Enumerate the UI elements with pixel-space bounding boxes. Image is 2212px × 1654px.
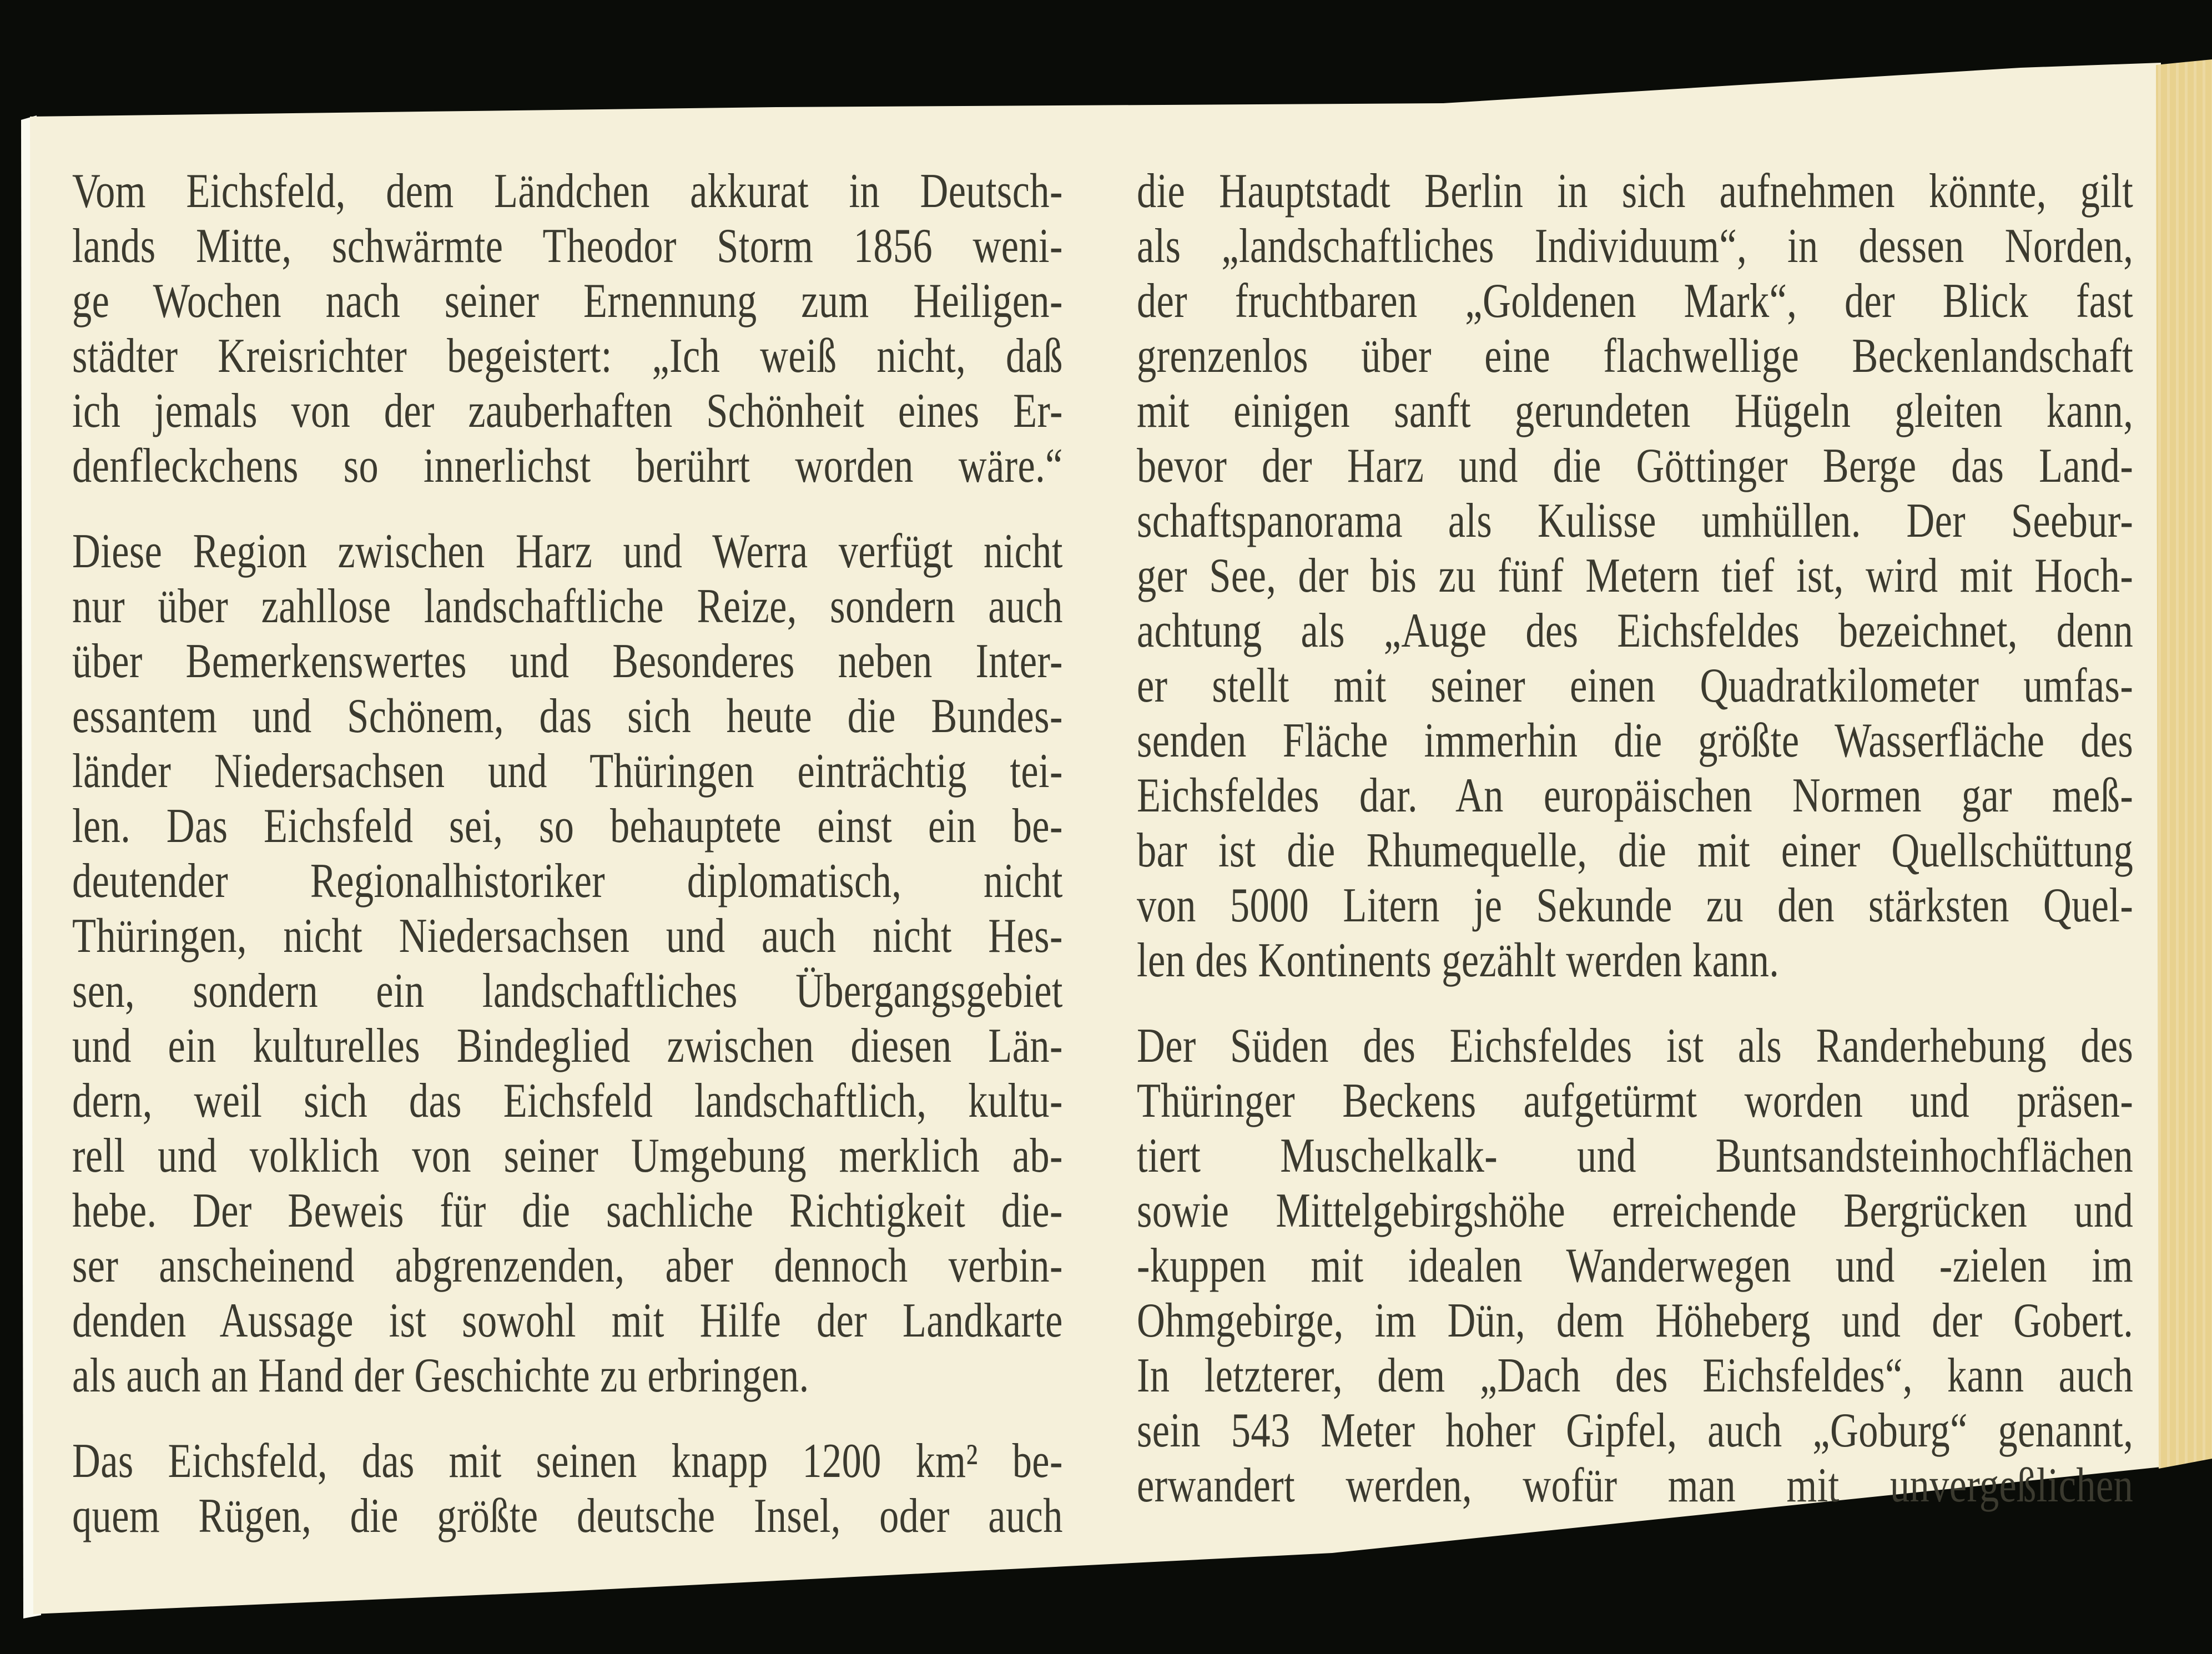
text-line: len. Das Eichsfeld sei, so behauptete einst ein be- <box>72 799 1063 853</box>
text-line: Ohmgebirge, im Dün, dem Höheberg und der Gobert. <box>1137 1294 2134 1348</box>
text-column-right <box>1137 164 2133 1513</box>
text-line: Der Süden des Eichsfeldes ist als Randerhebung des <box>1137 1019 2134 1073</box>
text-line: dern, weil sich das Eichsfeld landschaftlich, kultu- <box>72 1074 1063 1128</box>
text-line: die Hauptstadt Berlin in sich aufnehmen könnte, gilt <box>1137 164 2134 218</box>
text-line: Eichsfeldes dar. An europäischen Normen gar meß- <box>1137 769 2134 823</box>
text-line: Das Eichsfeld, das mit seinen knapp 1200 km² be- <box>72 1434 1063 1488</box>
text-line: len des Kontinents gezählt werden kann. <box>1137 934 1780 987</box>
text-line: städter Kreisrichter begeistert: „Ich weiß nicht, daß <box>72 329 1063 383</box>
text-line: bevor der Harz und die Göttinger Berge das Land- <box>1137 439 2134 493</box>
text-line: quem Rügen, die größte deutsche Insel, oder auch <box>72 1489 1063 1543</box>
text-line: als „landschaftliches Individuum“, in dessen Norden, <box>1137 219 2134 273</box>
paragraph <box>1137 164 2133 988</box>
text-line: ger See, der bis zu fünf Metern tief ist, wird mit Hoch- <box>1137 549 2134 603</box>
text-line: ge Wochen nach seiner Ernennung zum Heiligen- <box>72 274 1063 328</box>
text-line: hebe. Der Beweis für die sachliche Richtigkeit die- <box>72 1184 1063 1238</box>
text-line: schaftspanorama als Kulisse umhüllen. Der Seebur- <box>1137 494 2134 548</box>
text-line: Thüringer Beckens aufgetürmt worden und präsen- <box>1137 1074 2134 1128</box>
paragraph <box>72 524 1063 1403</box>
text-line: nur über zahllose landschaftliche Reize, sondern auch <box>72 579 1063 633</box>
text-line: und ein kulturelles Bindeglied zwischen diesen Län- <box>72 1019 1063 1073</box>
text-line: deutender Regionalhistoriker diplomatisch, nicht <box>72 854 1063 908</box>
text-line: ser anscheinend abgrenzenden, aber dennoch verbin- <box>72 1239 1063 1293</box>
text-line: bar ist die Rhumequelle, die mit einer Quellschüttung <box>1137 824 2134 878</box>
text-line: länder Niedersachsen und Thüringen einträchtig tei- <box>72 744 1063 798</box>
text-line: denfleckchens so innerlichst berührt worden wäre.“ <box>72 439 1063 493</box>
text-line: Thüringen, nicht Niedersachsen und auch nicht Hes- <box>72 909 1063 963</box>
paragraph <box>72 1434 1063 1544</box>
text-line: achtung als „Auge des Eichsfeldes bezeichnet, denn <box>1137 604 2134 658</box>
text-column-left <box>72 164 1063 1544</box>
text-line: -kuppen mit idealen Wanderwegen und -zielen im <box>1137 1239 2134 1293</box>
text-line: essantem und Schönem, das sich heute die Bundes- <box>72 689 1063 743</box>
text-line: erwandert werden, wofür man mit unvergeßlichen <box>1137 1459 2134 1512</box>
text-line: lands Mitte, schwärmte Theodor Storm 1856 weni- <box>72 219 1063 273</box>
text-line: Diese Region zwischen Harz und Werra verfügt nicht <box>72 525 1063 578</box>
text-line: grenzenlos über eine flachwellige Beckenlandschaft <box>1137 329 2134 383</box>
text-line: von 5000 Litern je Sekunde zu den stärksten Quel- <box>1137 879 2134 932</box>
text-line: rell und volklich von seiner Umgebung merklich ab- <box>72 1129 1063 1183</box>
paragraph <box>72 164 1063 493</box>
text-line: mit einigen sanft gerundeten Hügeln gleiten kann, <box>1137 384 2134 438</box>
text-line: er stellt mit seiner einen Quadratkilometer umfas- <box>1137 659 2134 713</box>
text-line: sen, sondern ein landschaftliches Übergangsgebiet <box>72 964 1063 1018</box>
text-line: sein 543 Meter hoher Gipfel, auch „Goburg“ genannt, <box>1137 1404 2134 1458</box>
text-line: tiert Muschelkalk- und Buntsandsteinhochflächen <box>1137 1129 2134 1183</box>
text-line: senden Fläche immerhin die größte Wasserfläche des <box>1137 714 2134 768</box>
text-line: sowie Mittelgebirgshöhe erreichende Bergrücken und <box>1137 1184 2134 1238</box>
text-line: der fruchtbaren „Goldenen Mark“, der Blick fast <box>1137 274 2134 328</box>
text-line: In letzterer, dem „Dach des Eichsfeldes“, kann auch <box>1137 1349 2134 1403</box>
text-line: denden Aussage ist sowohl mit Hilfe der Landkarte <box>72 1294 1063 1348</box>
paragraph <box>1137 1018 2133 1513</box>
text-line: als auch an Hand der Geschichte zu erbringen. <box>72 1349 809 1403</box>
text-line: ich jemals von der zauberhaften Schönheit eines Er- <box>72 384 1063 438</box>
text-line: Vom Eichsfeld, dem Ländchen akkurat in Deutsch- <box>72 164 1063 218</box>
text-line: über Bemerkenswertes und Besonderes neben Inter- <box>72 634 1063 688</box>
